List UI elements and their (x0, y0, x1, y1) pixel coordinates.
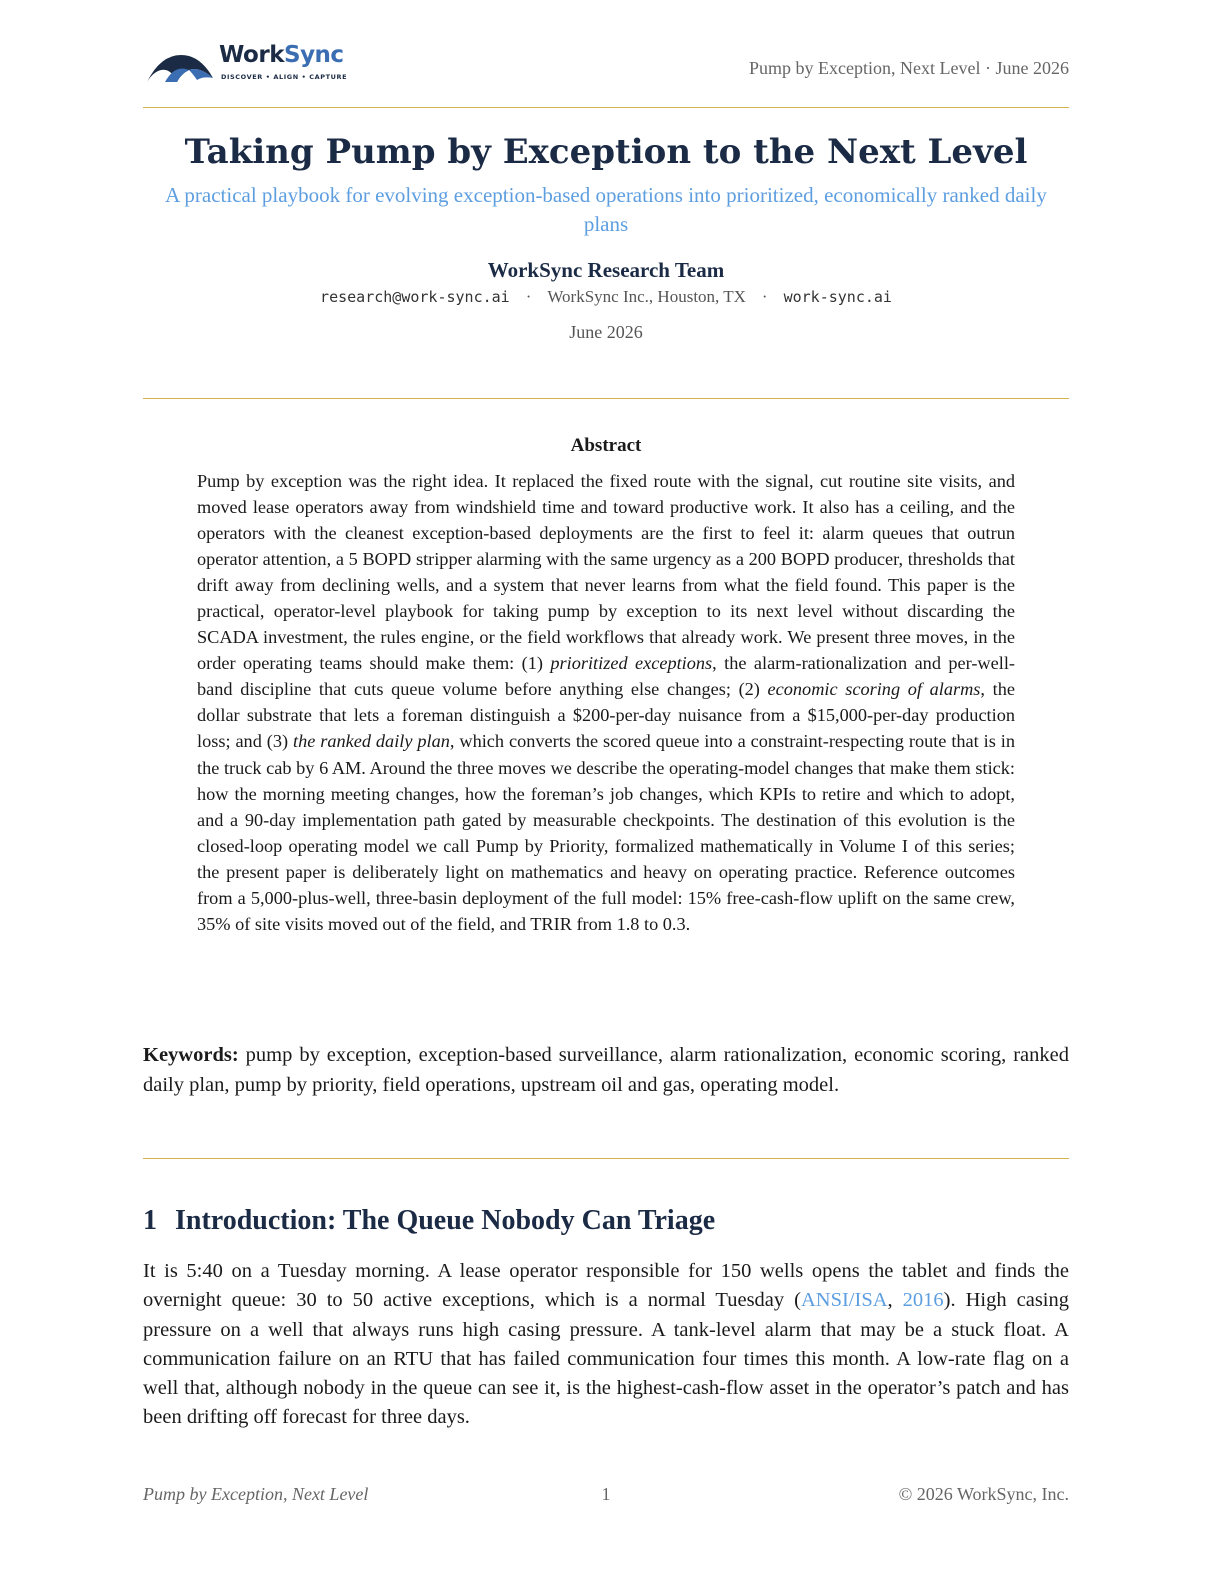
abstract-heading: Abstract (570, 435, 642, 456)
worksync-logo (145, 42, 348, 84)
running-header (749, 58, 1069, 79)
logo-arches-icon (145, 48, 215, 84)
footer-copyright: © 2026 WorkSync, Inc. (898, 1484, 1069, 1504)
contact-org: WorkSync Inc., Houston, TX (547, 287, 746, 306)
section-title: Introduction: The Queue Nobody Can Triage (175, 1205, 716, 1236)
running-title: Pump by Exception, Next Level (749, 58, 981, 78)
page-header (143, 40, 1069, 100)
logo-tagline: DISCOVER • ALIGN • CAPTURE (221, 73, 348, 81)
section-number: 1 (143, 1205, 157, 1236)
logo-wordmark: WorkSync (219, 42, 344, 68)
contact-email[interactable]: research@work-sync.ai (320, 288, 510, 306)
contact-line (143, 287, 1069, 307)
page-footer (143, 1484, 1069, 1508)
contact-separator: · (525, 287, 532, 306)
keywords-text: pump by exception, exception-based surveillance, alarm rationalization, economic scoring, ranked daily plan, pump by priority, field operations, upstream oil and gas, operating model. (143, 1044, 1069, 1096)
header-date: June 2026 (995, 58, 1069, 78)
section-heading (143, 1205, 715, 1237)
footer-title: Pump by Exception, Next Level (143, 1484, 369, 1504)
keywords-rule (143, 1158, 1069, 1159)
page-number: 1 (601, 1484, 611, 1504)
intro-paragraph: It is 5:40 on a Tuesday morning. A lease operator responsible for 150 wells opens the tablet and finds the overnight queue: 30 to 50 active exceptions, which is a normal Tuesday (ANSI/ISA, 2016). High casing pressure on a well that always runs high casing pressure. A tank-level alarm that may be a stuck float. A communication failure on an RTU that has failed communication four times this month. A low-rate flag on a well that, although nobody in the queue can see it, is the highest-cash-flow asset in the operator’s patch and has been drifting off forecast for three days. (143, 1260, 1069, 1429)
paper-title: Taking Pump by Exception to the Next Level (184, 132, 1028, 172)
header-rule (143, 107, 1069, 108)
citation-link[interactable]: ANSI/ISA, 2016 (800, 1289, 944, 1312)
keywords-label: Keywords: (143, 1044, 239, 1066)
abstract-body: Pump by exception was the right idea. It replaced the fixed route with the signal, cut routine site visits, and moved lease operators away from windshield time and toward productive work. It also has a ceiling, and the operators with the cleanest exception-based deployments are the first to feel it: alarm queues that outrun operator attention, a 5 BOPD stripper alarming with the same urgency as a 200 BOPD producer, thresholds that drift away from declining wells, and a system that never learns from what the field found. This paper is the practical, operator-level playbook for taking pump by exception to its next level without discarding the SCADA investment, the rules engine, or the field workflows that already work. We present three moves, in the order operating teams should make them: (1) prioritized exceptions, the alarm-rationalization and per-well-band discipline that cuts queue volume before anything else changes; (2) economic scoring of alarms, the dollar substrate that lets a foreman distinguish a $200-per-day nuisance from a $15,000-per-day production loss; and (3) the ranked daily plan, which converts the scored queue into a constraint-respecting route that is in the truck cab by 6 AM. Around the three moves we describe the operating-model changes that make them stick: how the morning meeting changes, how the foreman’s job changes, which KPIs to retire and which to adopt, and a 90-day implementation path gated by measurable checkpoints. The destination of this evolution is the closed-loop operating model we call Pump by Priority, formalized mathematically in Volume I of this series; the present paper is deliberately light on mathematics and heavy on operating practice. Reference outcomes from a 5,000-plus-well, three-basin deployment of the full model: 15% free-cash-flow uplift on the same crew, 35% of site visits moved out of the field, and TRIR from 1.8 to 0.3. (197, 471, 1015, 934)
paper-subtitle: A practical playbook for evolving exception-based operations into prioritized, economically ranked daily plans (165, 183, 1047, 236)
keywords (143, 1041, 1069, 1100)
paper-date: June 2026 (569, 322, 643, 342)
contact-separator: · (761, 287, 768, 306)
header-separator: · (985, 58, 991, 78)
contact-site[interactable]: work-sync.ai (783, 288, 892, 306)
title-rule (143, 398, 1069, 399)
author-line: WorkSync Research Team (487, 258, 725, 282)
